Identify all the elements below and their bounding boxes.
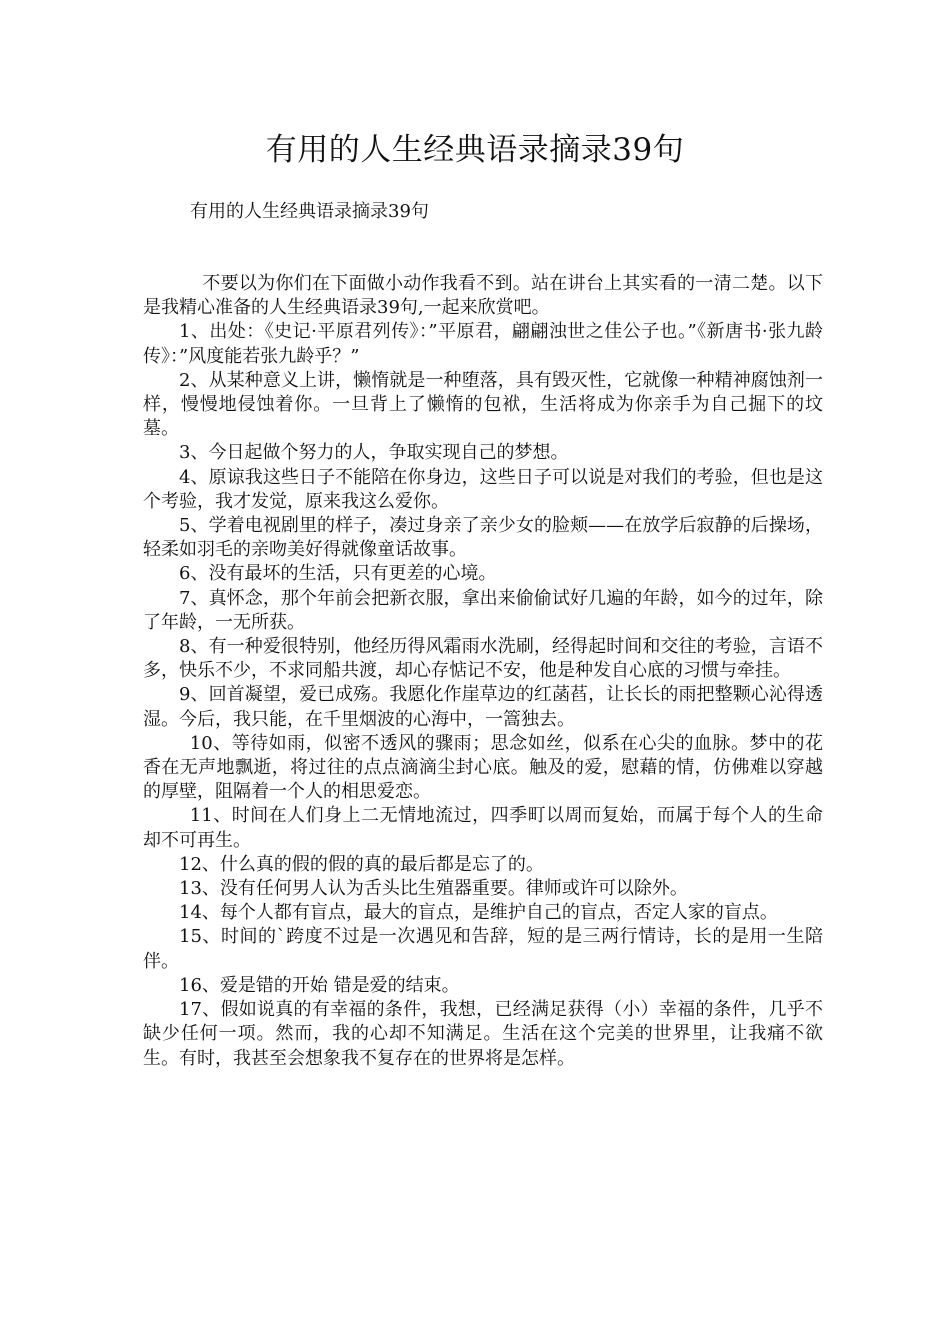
- quote-paragraph: 3、今日起做个努力的人，争取实现自己的梦想。: [179, 442, 569, 464]
- quote-paragraph: 4、原谅我这些日子不能陪在你身边，这些日子可以说是对我们的考验，但也是这个考验，我才发觉，原来我这么爱你。: [143, 466, 823, 512]
- quote-paragraph: 13、没有任何男人认为舌头比生殖器重要。律师或许可以除外。: [179, 878, 688, 900]
- quote-paragraph: 9、回首凝望，爱已成殇。我愿化作崖草边的红菡萏，让长长的雨把整颗心沁得透湿。今后，我只能，在千里烟波的心海中，一篙独去。: [143, 684, 823, 730]
- quote-paragraph: 16、爱是错的开始 错是爱的结束。: [179, 974, 460, 996]
- quote-paragraph: 10、等待如雨，似密不透风的骤雨；思念如丝，似系在心尖的血脉。梦中的花香在无声地飘逝，将过往的点点滴滴尘封心底。触及的爱，慰藉的情，仿佛难以穿越的厚壁，阻隔着一个人的相思爱恋。: [143, 732, 823, 803]
- quote-paragraph: 8、有一种爱很特别，他经历得风霜雨水洗刷，经得起时间和交往的考验，言语不多，快乐不少，不求同船共渡，却心存惦记不安，他是种发自心底的习惯与牵挂。: [143, 636, 823, 682]
- document-subtitle: 有用的人生经典语录摘录39句: [190, 201, 429, 222]
- quote-paragraph: 7、真怀念，那个年前会把新衣服，拿出来偷偷试好几遍的年龄，如今的过年，除了年龄，一无所获。: [143, 587, 823, 633]
- quote-paragraph: 17、假如说真的有幸福的条件，我想，已经满足获得（小）幸福的条件，几乎不缺少任何一项。然而，我的心却不知满足。生活在这个完美的世界里，让我痛不欲生。有时，我甚至会想象我不复存在的世界将是怎样。: [143, 999, 823, 1069]
- quote-paragraph: 14、每个人都有盲点，最大的盲点，是维护自己的盲点，否定人家的盲点。: [179, 902, 778, 924]
- quote-paragraph: 11、时间在人们身上二无情地流过，四季町以周而复始，而属于每个人的生命却不可再生。: [143, 805, 823, 851]
- intro-paragraph: 不要以为你们在下面做小动作我看不到。站在讲台上其实看的一清二楚。以下是我精心准备的人生经典语录39句,一起来欣赏吧。: [143, 273, 823, 319]
- quote-paragraph: 6、没有最坏的生活，只有更差的心境。: [179, 563, 497, 585]
- document-title: 有用的人生经典语录摘录39句: [265, 132, 685, 168]
- document-body: [143, 272, 823, 1071]
- quote-paragraph: 12、什么真的假的假的真的最后都是忘了的。: [179, 853, 544, 875]
- quote-paragraph: 2、从某种意义上讲，懒惰就是一种堕落，具有毁灭性，它就像一种精神腐蚀剂一样，慢慢地侵蚀着你。一旦背上了懒惰的包袱，生活将成为你亲手为自己掘下的坟墓。: [143, 369, 823, 440]
- quote-paragraph: 1、出处：《史记·平原君列传》：”平原君，翩翩浊世之佳公子也。”《新唐书·张九龄传》：”风度能若张九龄乎？”: [143, 321, 823, 367]
- quote-paragraph: 15、时间的`跨度不过是一次遇见和告辞，短的是三两行情诗，长的是用一生陪伴。: [143, 926, 823, 972]
- quote-paragraph: 5、学着电视剧里的样子，凑过身亲了亲少女的脸颊——在放学后寂静的后操场，轻柔如羽毛的亲吻美好得就像童话故事。: [143, 515, 823, 561]
